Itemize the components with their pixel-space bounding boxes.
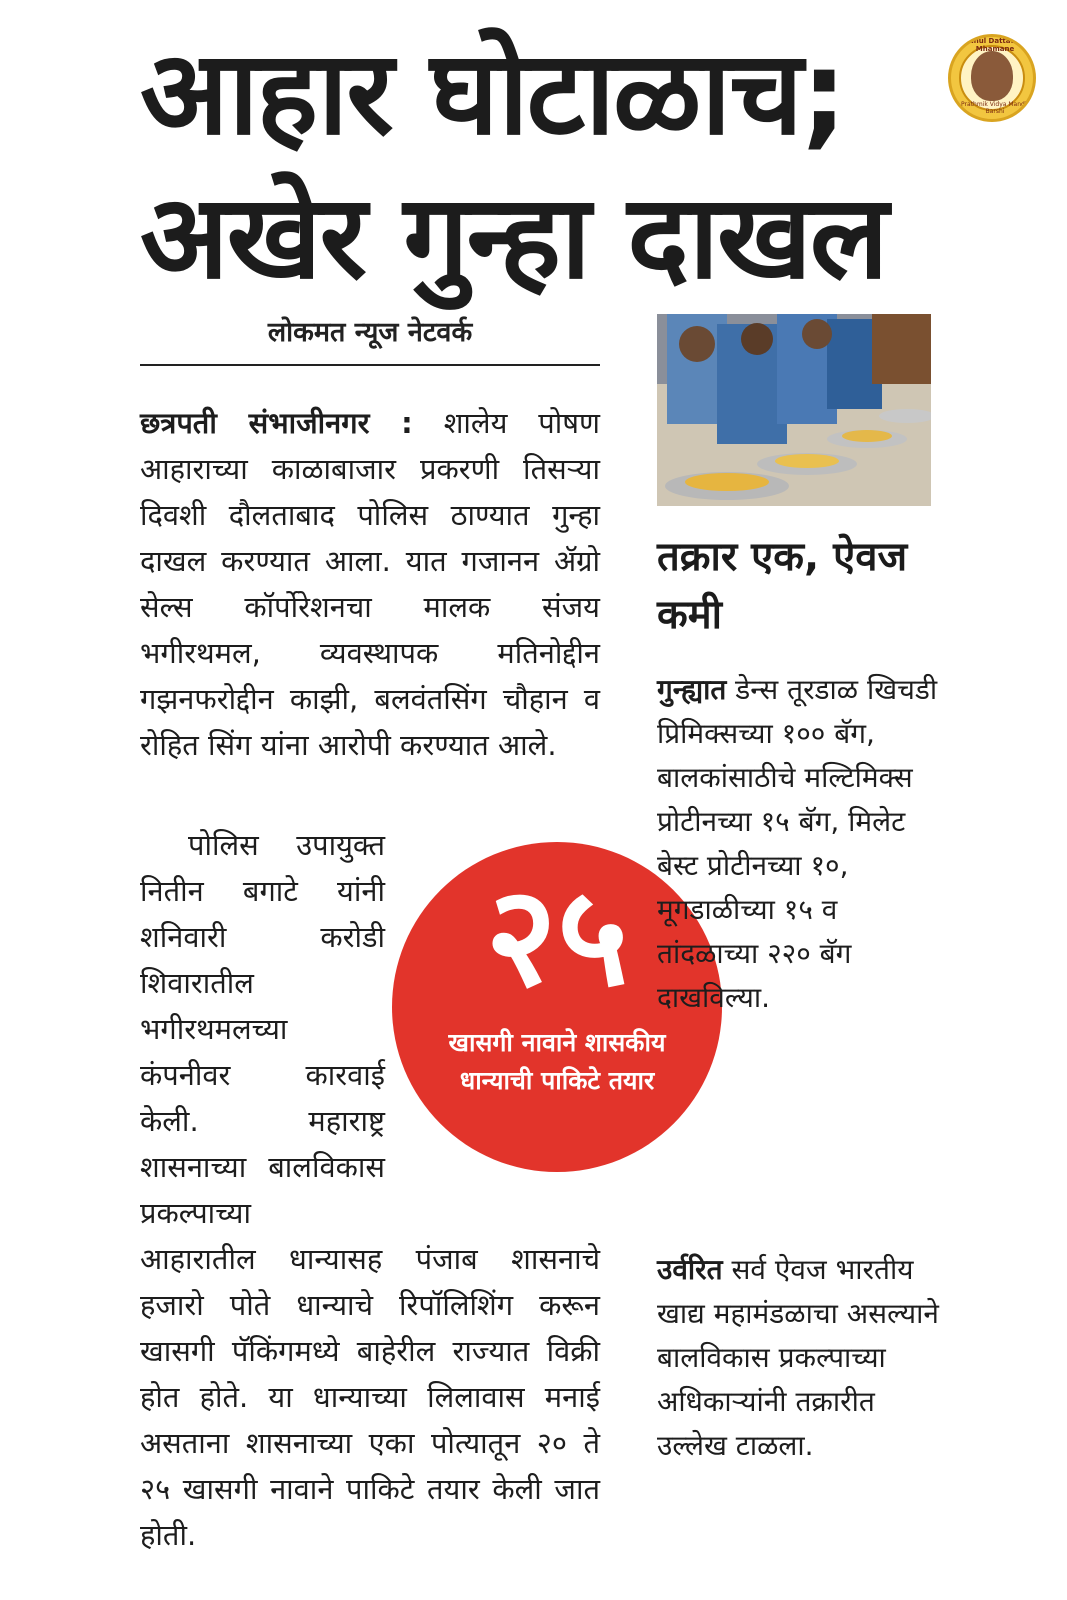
sidebar-heading: तक्रार एक, ऐवज कमी bbox=[657, 534, 908, 638]
sidebar-lead-2: उर्वरित bbox=[657, 1253, 723, 1286]
sidebar-text-1: डेन्स तूरडाळ खिचडी प्रिमिक्सच्या १०० बॅग, बालकांसाठीचे मल्टिमिक्स प्रोटीनच्या १५ बॅग, मिलेट बेस्ट प्रोटीनच्या १०, मूगडाळीच्या १५ व तांदळाच्या २२० बॅग दाखविल्या. bbox=[657, 673, 938, 1014]
headline-line-1: आहार घोटाळाच; bbox=[140, 26, 846, 161]
sidebar-para-1 bbox=[657, 668, 947, 1020]
meal-photo bbox=[657, 314, 931, 506]
dateline: छत्रपती संभाजीनगर : bbox=[140, 406, 413, 440]
sidebar-text-2: सर्व ऐवज भारतीय खाद्य महामंडळाचा असल्याने बालविकास प्रकल्पाच्या अधिकाऱ्यांनी तक्रारीत उल्लेख टाळला. bbox=[657, 1253, 939, 1462]
byline-rule bbox=[140, 364, 600, 366]
author-badge bbox=[948, 34, 1036, 122]
sidebar-para-2 bbox=[657, 1248, 947, 1468]
stat-number: २५ bbox=[485, 856, 629, 1017]
badge-top-text: Rahul Dattatray Mhamane bbox=[963, 37, 1027, 53]
headline bbox=[140, 22, 940, 310]
headline-line-2: अखेर गुन्हा दाखल bbox=[140, 170, 887, 305]
meal-photo-illustration bbox=[657, 314, 931, 506]
sidebar-lead-1: गुन्ह्यात bbox=[657, 673, 727, 706]
stat-caption: खासगी नावाने शासकीय धान्याची पाकिटे तयार bbox=[448, 1028, 666, 1095]
article-text-2-wide: आहारातील धान्यासह पंजाब शासनाचे हजारो पोते धान्याचे रिपॉलिशिंग करून खासगी पॅकिंगमध्ये बाहेरील राज्यात विक्री होत होते. या धान्याच्या लिलावास मनाई असताना शासनाच्या एका पोत्यातून २० ते २५ खासगी नावाने पाकिटे तयार केली जात होती. bbox=[140, 1242, 600, 1552]
badge-bottom-text: Prathmik Vidya Mandir Barshi bbox=[961, 101, 1029, 115]
article-text-1: शालेय पोषण आहाराच्या काळाबाजार प्रकरणी तिसऱ्या दिवशी दौलताबाद पोलिस ठाण्यात गुन्हा दाखल करण्यात आला. यात गजानन ॲग्रो सेल्स कॉर्पोरेशनचा मालक संजय भगीरथमल, व्यवस्थापक मतिनोद्दीन गझनफरोद्दीन काझी, बलवंतसिंग चौहान व रोहित सिंग यांना आरोपी करण्यात आले. bbox=[140, 406, 600, 762]
article-para-1 bbox=[140, 400, 600, 768]
byline: लोकमत न्यूज नेटवर्क bbox=[267, 317, 473, 348]
badge-portrait bbox=[971, 51, 1013, 101]
article-text-2-narrow: पोलिस उपायुक्त नितीन बगाटे यांनी शनिवारी करोडी शिवारातील भगीरथमलच्या कंपनीवर कारवाई केली. महाराष्ट्र शासनाच्या बालविकास प्रकल्पाच्या bbox=[140, 828, 385, 1230]
